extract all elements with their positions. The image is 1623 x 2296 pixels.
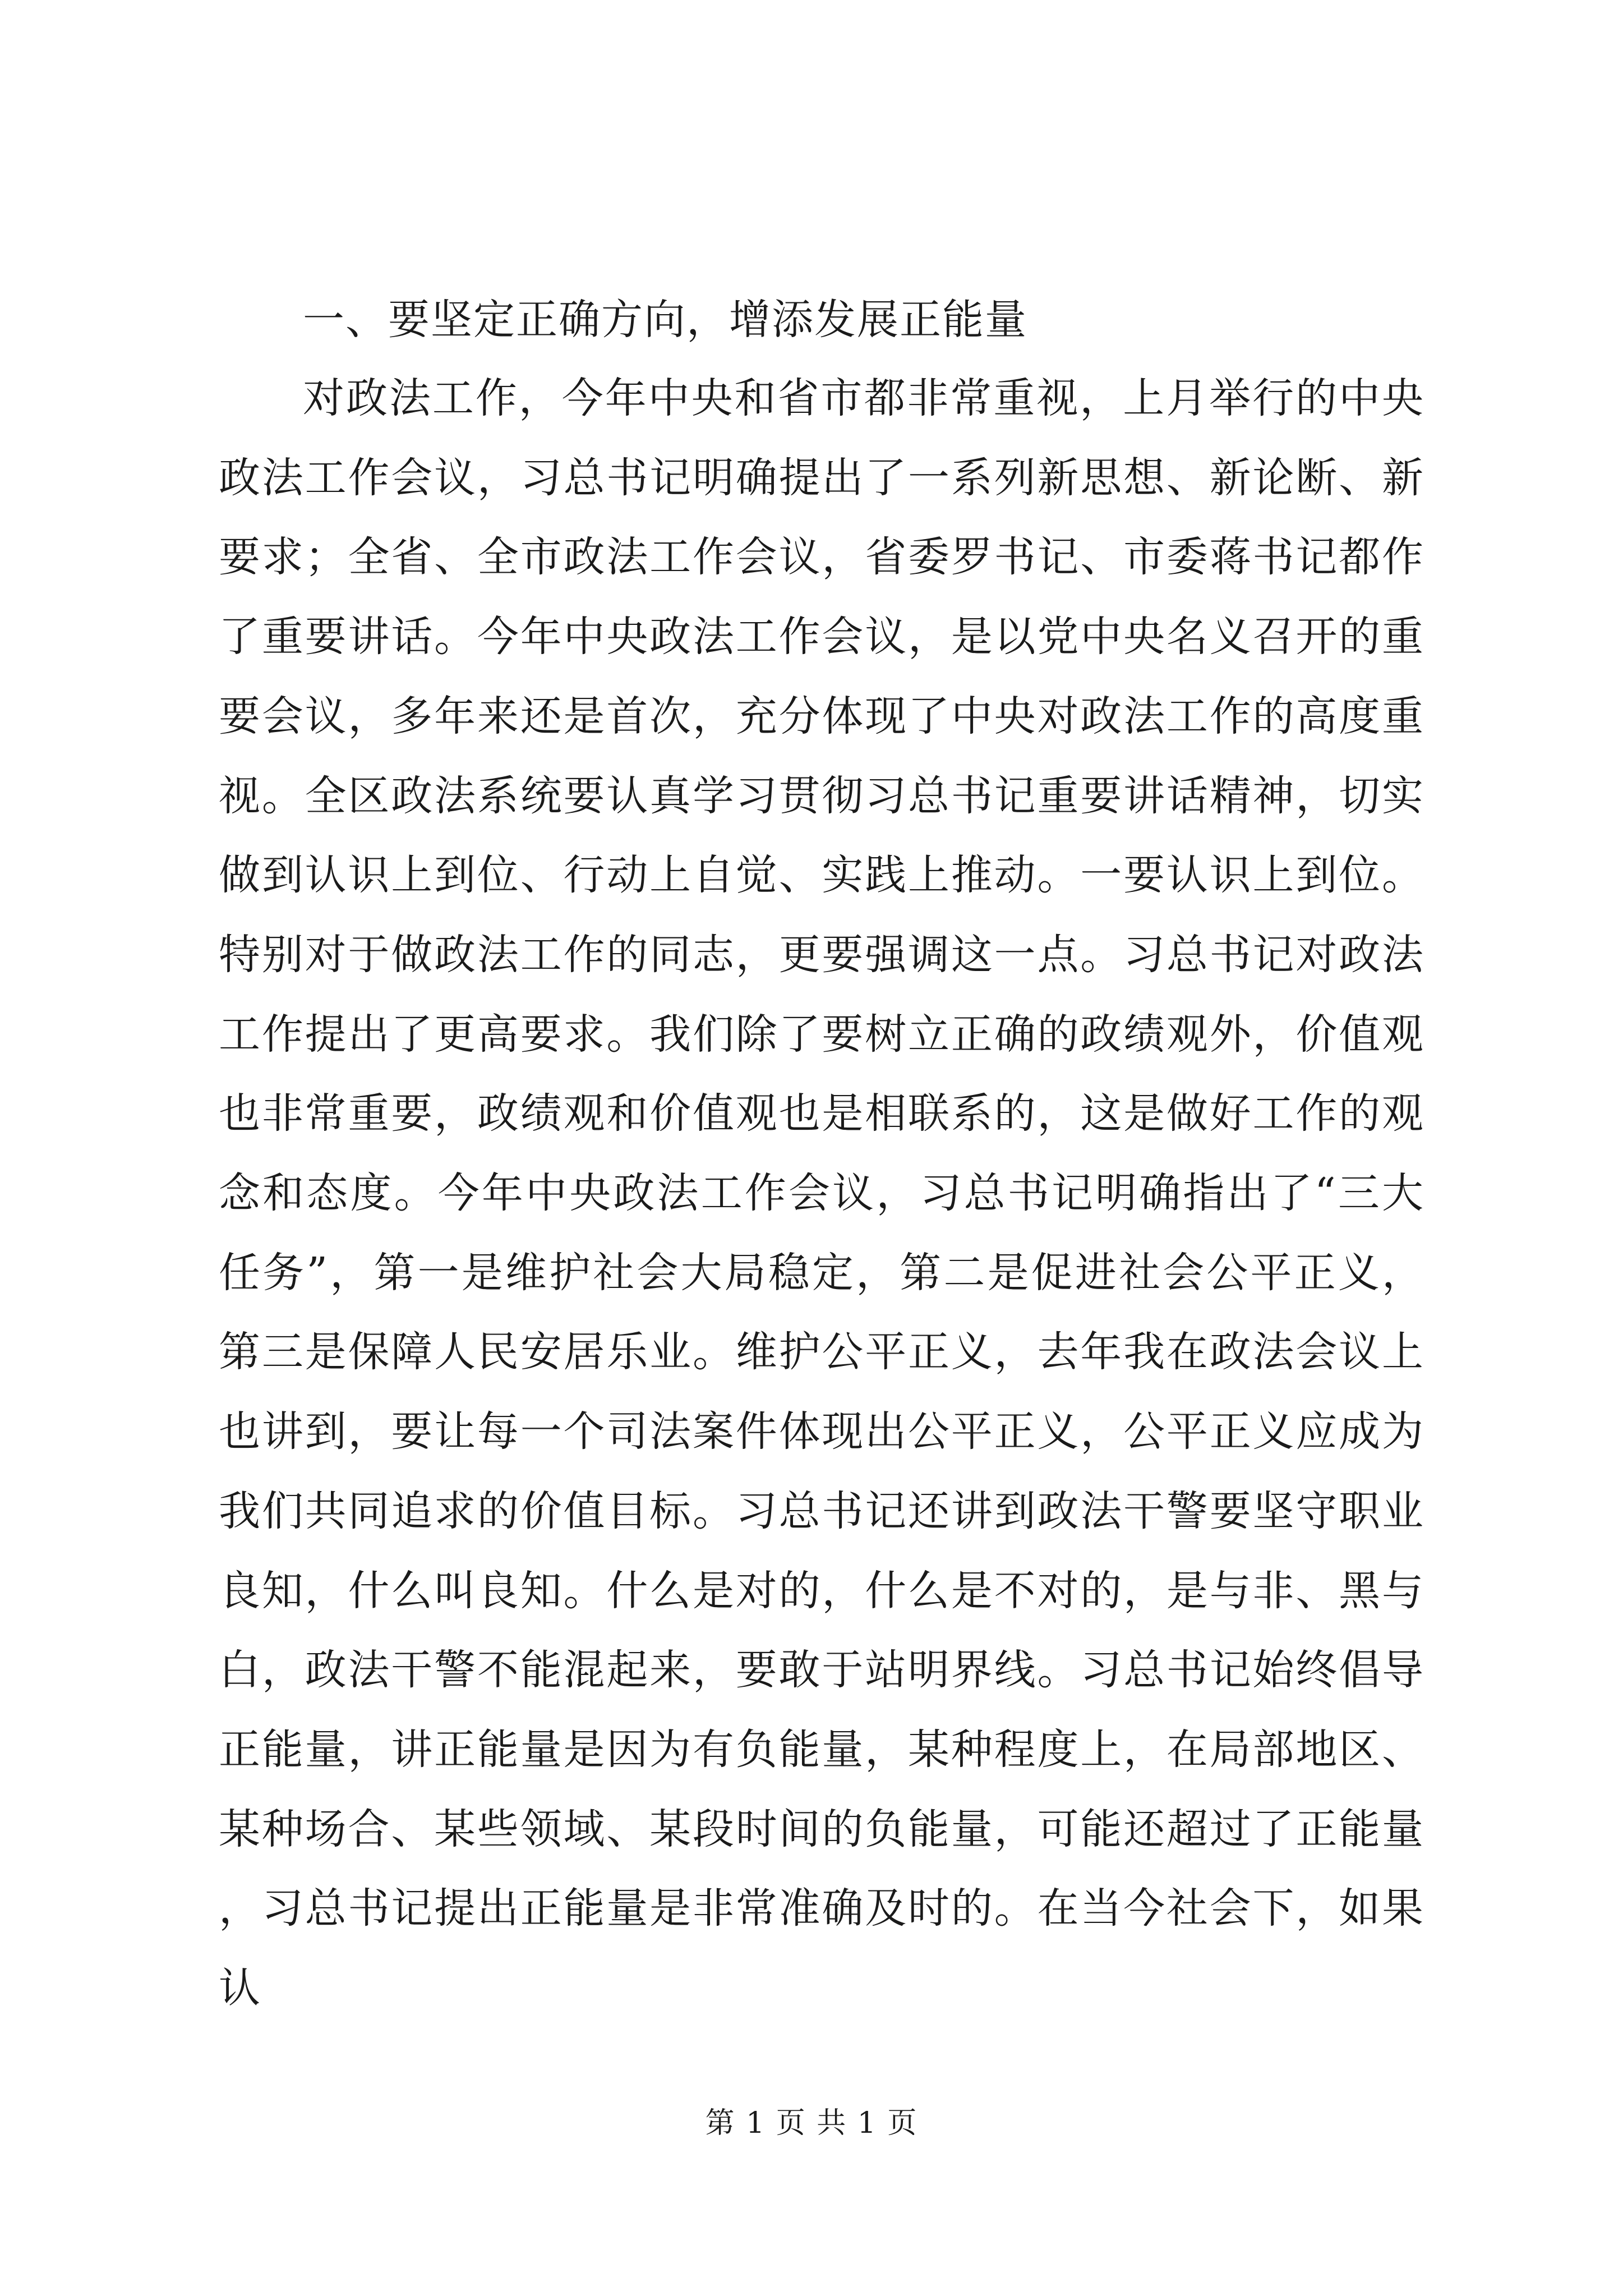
section-heading: 一、要坚定正确方向，增添发展正能量 xyxy=(303,296,1027,344)
body-paragraph: 对政法工作，今年中央和省市都非常重视，上月举行的中央政法工作会议，习总书记明确提出了一系列新思想、新论断、新要求；全省、全市政法工作会议，省委罗书记、市委蒋书记都作了重要讲话。今年中央政法工作会议，是以党中央名义召开的重要会议，多年来还是首次，充分体现了中央对政法工作的高度重视。全区政法系统要认真学习贯彻习总书记重要讲话精神，切实做到认识上到位、行动上自觉、实践上推动。一要认识上到位。特别对于做政法工作的同志，更要强调这一点。习总书记对政法工作提出了更高要求。我们除了要树立正确的政绩观外，价值观也非常重要，政绩观和价值观也是相联系的，这是做好工作的观念和态度。今年中央政法工作会议，习总书记明确指出了“三大任务”，第一是维护社会大局稳定，第二是促进社会公平正义，第三是保障人民安居乐业。维护公平正义，去年我在政法会议上也讲到，要让每一个司法案件体现出公平正义，公平正义应成为我们共同追求的价值目标。习总书记还讲到政法干警要坚守职业良知，什么叫良知。什么是对的，什么是不对的，是与非、黑与白，政法干警不能混起来，要敢于站明界线。习总书记始终倡导正能量，讲正能量是因为有负能量，某种程度上，在局部地区、某种场合、某些领域、某段时间的负能量，可能还超过了正能量，习总书记提出正能量是非常准确及时的。在当今社会下，如果认 xyxy=(219,374,1424,2013)
document-content xyxy=(219,280,1424,2028)
page-footer: 第 1 页 共 1 页 xyxy=(705,2106,918,2140)
